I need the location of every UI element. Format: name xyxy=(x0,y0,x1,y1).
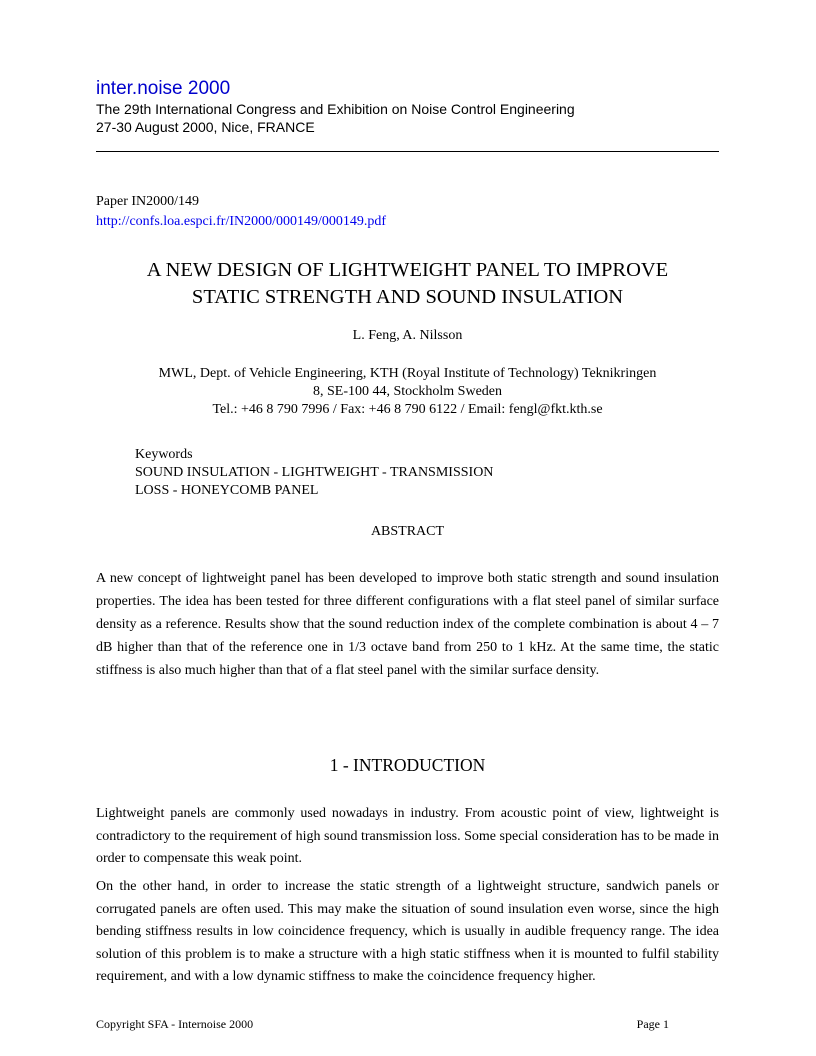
keywords-line-1: SOUND INSULATION - LIGHTWEIGHT - TRANSMISSION xyxy=(135,465,494,480)
footer-page-number: Page 1 xyxy=(636,1017,669,1031)
paper-url-link[interactable]: http://confs.loa.espci.fr/IN2000/000149/000149.pdf xyxy=(96,214,387,229)
keywords-block xyxy=(135,446,493,500)
keywords-label: Keywords xyxy=(135,447,193,462)
introduction-heading: 1 - INTRODUCTION xyxy=(329,755,486,775)
conference-date-location: 27-30 August 2000, Nice, FRANCE xyxy=(96,119,315,135)
introduction-paragraph-1: Lightweight panels are commonly used nowadays in industry. From acoustic point of view, lightweight is contradictory to the requirement of high sound transmission loss. Some special consideration has to be made in order to compensate this weak point. xyxy=(96,806,719,866)
page-footer xyxy=(96,1017,669,1032)
footer-copyright: Copyright SFA - Internoise 2000 xyxy=(96,1017,254,1031)
keywords-line-2: LOSS - HONEYCOMB PANEL xyxy=(135,483,319,498)
header-divider xyxy=(96,151,719,152)
title-line-1: A NEW DESIGN OF LIGHTWEIGHT PANEL TO IMPROVE xyxy=(146,259,669,281)
authors: L. Feng, A. Nilsson xyxy=(352,328,463,343)
conference-subtitle: The 29th International Congress and Exhibition on Noise Control Engineering xyxy=(96,101,575,117)
introduction-paragraph-2: On the other hand, in order to increase the static strength of a lightweight structure, sandwich panels or corrugated panels are often used. This may make the situation of sound insulation even worse, since the high bending stiffness results in low coincidence frequency, which is usually in audible frequency range. The idea solution of this problem is to make a structure with a high static stiffness when it is mounted to fulfil stability requirement, and with a low dynamic stiffness to make the coincidence frequency higher. xyxy=(96,879,719,984)
abstract-heading: ABSTRACT xyxy=(370,524,445,539)
paper-reference xyxy=(96,192,386,232)
conference-header xyxy=(96,78,575,136)
conference-name: inter.noise 2000 xyxy=(96,78,231,99)
affiliation-line-2: 8, SE-100 44, Stockholm Sweden xyxy=(313,384,502,399)
affiliation-line-1: MWL, Dept. of Vehicle Engineering, KTH (Royal Institute of Technology) Teknikringen xyxy=(158,366,657,381)
abstract-text: A new concept of lightweight panel has been developed to improve both static strength and sound insulation properties. The idea has been tested for three different configurations with a flat steel panel of similar surface density as a reference. Results show that the sound reduction index of the complete combination is about 4 – 7 dB higher than that of the reference one in 1/3 octave band from 250 to 1 kHz. At the same time, the static stiffness is also much higher than that of a flat steel panel with the similar surface density. xyxy=(96,571,719,678)
paper-id: Paper IN2000/149 xyxy=(96,194,200,209)
title-line-2: STATIC STRENGTH AND SOUND INSULATION xyxy=(191,286,624,308)
paper-title xyxy=(96,257,719,311)
affiliation-contact: Tel.: +46 8 790 7996 / Fax: +46 8 790 6122 / Email: fengl@fkt.kth.se xyxy=(212,402,603,417)
affiliation xyxy=(96,365,719,419)
